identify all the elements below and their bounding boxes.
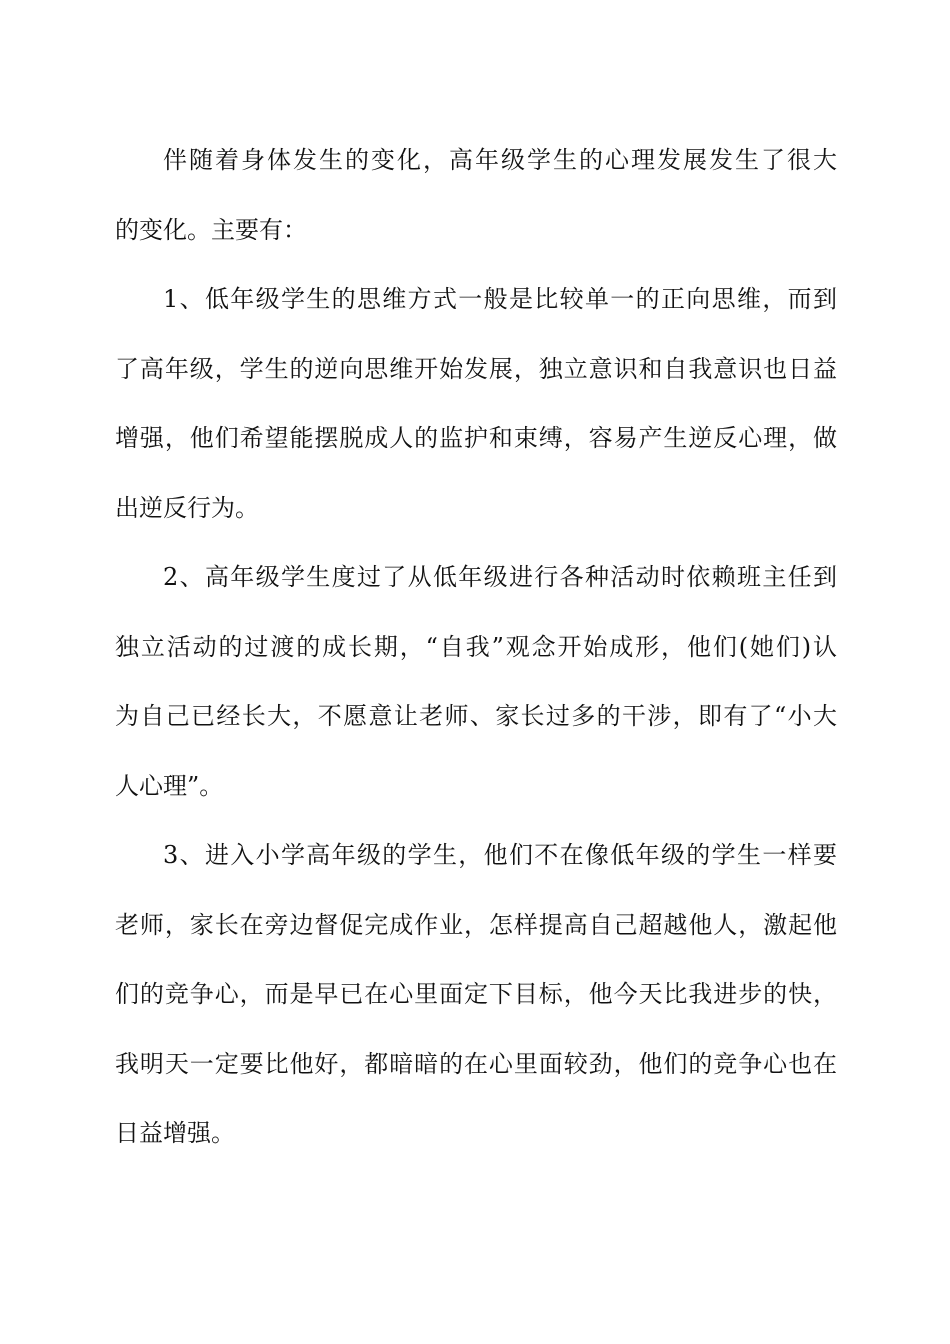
text-line: 3、进入小学高年级的学生，他们不在像低年级的学生一样要 (163, 841, 837, 869)
paragraph-point-2 (115, 543, 837, 821)
paragraph-point-1 (115, 265, 837, 543)
text-line: 出逆反行为。 (115, 493, 259, 522)
text-line: 2、高年级学生度过了从低年级进行各种活动时依赖班主任到 (163, 563, 837, 591)
text-line: 们的竞争心，而是早已在心里面定下目标，他今天比我进步的快， (115, 980, 837, 1008)
paragraph-intro (115, 126, 837, 265)
text-line: 我明天一定要比他好，都暗暗的在心里面较劲，他们的竞争心也在 (115, 1049, 837, 1078)
text-line: 增强，他们希望能摆脱成人的监护和束缚，容易产生逆反心理，做 (115, 424, 837, 452)
text-line: 1、低年级学生的思维方式一般是比较单一的正向思维，而到 (163, 285, 837, 313)
text-line: 为自己已经长大，不愿意让老师、家长过多的干涉，即有了“小大 (115, 702, 837, 730)
text-line: 伴随着身体发生的变化，高年级学生的心理发展发生了很大 (163, 146, 837, 174)
text-line: 老师，家长在旁边督促完成作业，怎样提高自己超越他人，激起他 (115, 910, 837, 939)
text-line: 的变化。主要有： (115, 215, 307, 244)
text-line: 人心理”。 (115, 771, 224, 800)
paragraph-point-3 (115, 821, 837, 1169)
document-body (115, 126, 837, 1169)
text-line: 日益增强。 (115, 1119, 235, 1147)
text-line: 了高年级，学生的逆向思维开始发展，独立意识和自我意识也日益 (115, 354, 837, 383)
text-line: 独立活动的过渡的成长期，“自我”观念开始成形，他们(她们)认 (115, 632, 837, 661)
